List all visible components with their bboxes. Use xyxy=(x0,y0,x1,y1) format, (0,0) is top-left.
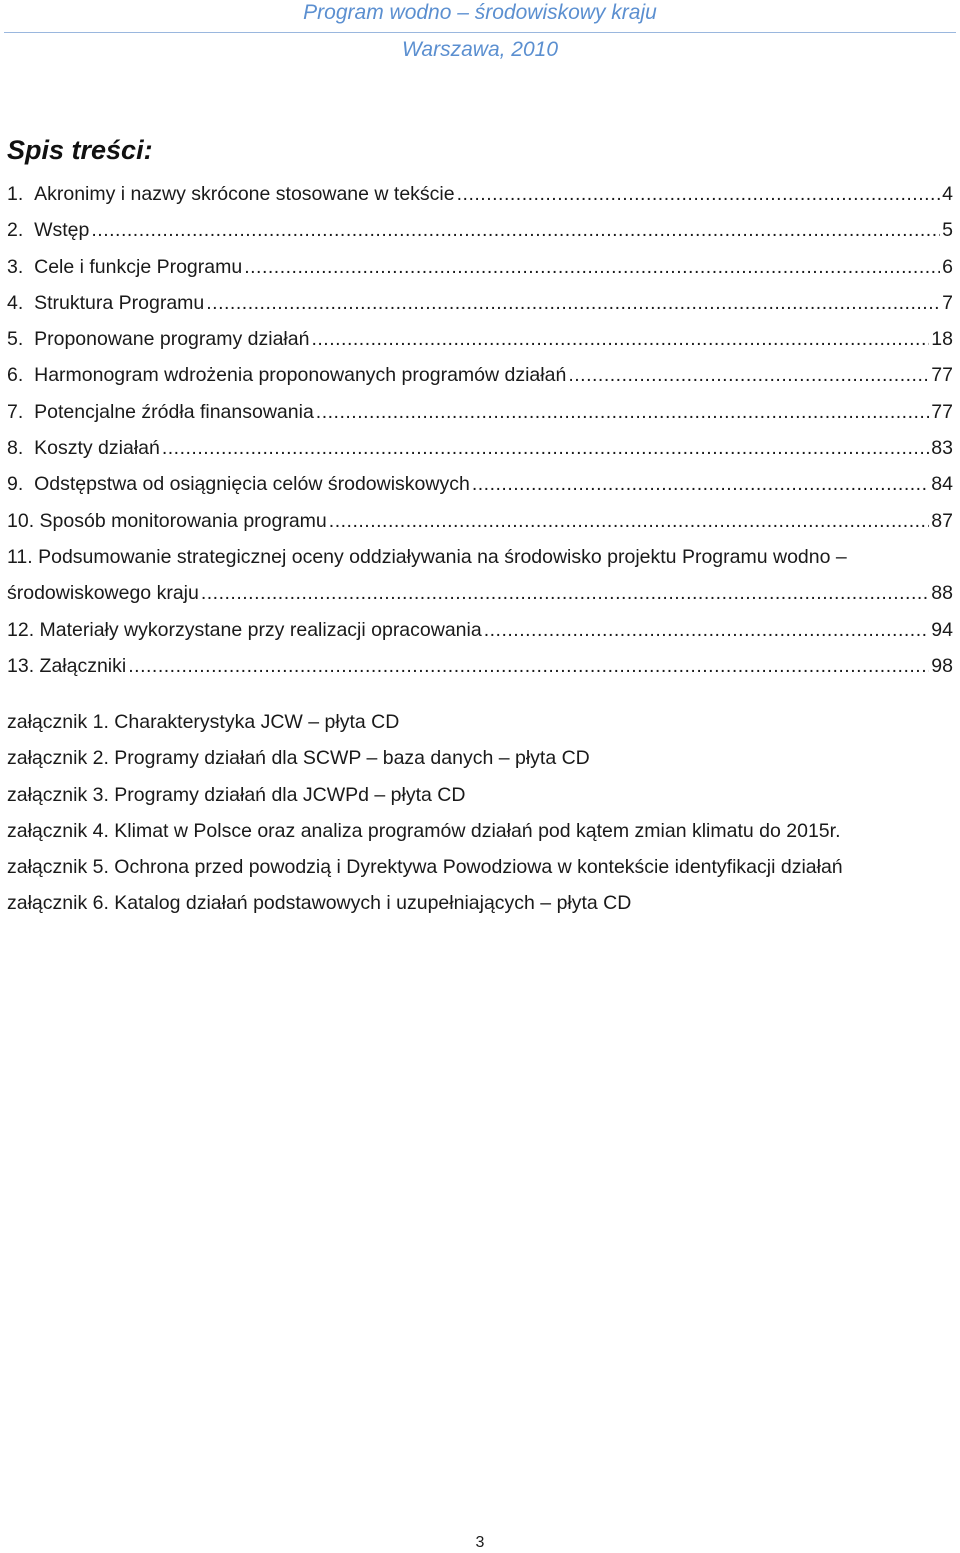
toc-entry-label: 5. Proponowane programy działań xyxy=(7,328,310,351)
toc-leader-dots xyxy=(484,612,930,648)
annex-list xyxy=(7,704,953,922)
toc-leader-dots xyxy=(311,321,929,357)
toc-entry-11[interactable] xyxy=(7,539,953,575)
toc-leader-dots xyxy=(457,176,941,212)
toc-entry-8[interactable] xyxy=(7,430,953,466)
toc-entry-label: 6. Harmonogram wdrożenia proponowanych programów działań xyxy=(7,364,567,387)
header-divider xyxy=(4,32,956,33)
toc-entry-page: 84 xyxy=(931,473,953,496)
toc-leader-dots xyxy=(316,394,930,430)
toc-entry-label: 3. Cele i funkcje Programu xyxy=(7,255,243,278)
toc-entry-10[interactable] xyxy=(7,503,953,539)
toc-entry-page: 87 xyxy=(931,509,953,532)
toc-leader-dots xyxy=(128,648,929,684)
toc-entry-page: 6 xyxy=(942,255,953,278)
toc-leader-dots xyxy=(91,212,940,248)
toc-entry-label: 4. Struktura Programu xyxy=(7,291,205,314)
toc-entry-7[interactable] xyxy=(7,394,953,430)
toc-entry-label: 8. Koszty działań xyxy=(7,437,160,460)
toc-entry-page: 77 xyxy=(931,364,953,387)
annex-item-2: załącznik 2. Programy działań dla SCWP – baza danych – płyta CD xyxy=(7,747,590,770)
toc-leader-dots xyxy=(329,503,930,539)
toc-entry-6[interactable] xyxy=(7,357,953,393)
annex-item-3: załącznik 3. Programy działań dla JCWPd – płyta CD xyxy=(7,783,466,806)
annex-item-6: załącznik 6. Katalog działań podstawowych i uzupełniających – płyta CD xyxy=(7,892,632,915)
table-of-contents xyxy=(7,176,953,684)
toc-entry-2[interactable] xyxy=(7,212,953,248)
toc-entry-page: 88 xyxy=(931,582,953,605)
toc-entry-label: 1. Akronimy i nazwy skrócone stosowane w tekście xyxy=(7,183,455,205)
toc-entry-label: 11. Podsumowanie strategicznej oceny oddziaływania na środowisko projektu Programu wodno – xyxy=(7,545,847,568)
toc-entry-label: 2. Wstęp xyxy=(7,219,90,242)
toc-leader-dots xyxy=(568,357,929,393)
toc-entry-page: 7 xyxy=(942,291,953,314)
page-number: 3 xyxy=(475,1534,485,1551)
annex-item-5: załącznik 5. Ochrona przed powodzią i Dyrektywa Powodziowa w kontekście identyfikacji działań xyxy=(7,856,843,879)
toc-entry-11-continued[interactable] xyxy=(7,575,953,611)
toc-entry-page: 98 xyxy=(931,654,953,677)
toc-entry-label: 10. Sposób monitorowania programu xyxy=(7,509,327,532)
toc-leader-dots xyxy=(244,249,940,285)
toc-entry-label-continued: środowiskowego kraju xyxy=(7,582,199,605)
header-date: Warszawa, 2010 xyxy=(401,38,559,61)
toc-entry-9[interactable] xyxy=(7,466,953,502)
toc-entry-label: 13. Załączniki xyxy=(7,654,127,677)
toc-entry-label: 9. Odstępstwa od osiągnięcia celów środowiskowych xyxy=(7,473,470,496)
toc-entry-5[interactable] xyxy=(7,321,953,357)
toc-entry-page: 5 xyxy=(942,219,953,242)
toc-leader-dots xyxy=(206,285,940,321)
toc-entry-label: 12. Materiały wykorzystane przy realizacji opracowania xyxy=(7,618,482,641)
toc-entry-page: 83 xyxy=(931,437,953,460)
annex-item-4: załącznik 4. Klimat w Polsce oraz analiza programów działań pod kątem zmian klimatu do 2015r. xyxy=(7,819,841,842)
toc-entry-13[interactable] xyxy=(7,648,953,684)
toc-entry-page: 77 xyxy=(931,400,953,423)
toc-entry-page: 4 xyxy=(942,183,953,205)
toc-entry-label: 7. Potencjalne źródła finansowania xyxy=(7,400,314,423)
header-title: Program wodno – środowiskowy kraju xyxy=(303,1,657,24)
toc-entry-page: 18 xyxy=(931,328,953,351)
toc-leader-dots xyxy=(472,466,929,502)
toc-entry-page: 94 xyxy=(931,618,953,641)
toc-leader-dots xyxy=(201,575,929,611)
toc-leader-dots xyxy=(162,430,929,466)
toc-entry-1[interactable] xyxy=(7,176,953,212)
annex-item-1: załącznik 1. Charakterystyka JCW – płyta CD xyxy=(7,711,400,733)
toc-entry-12[interactable] xyxy=(7,612,953,648)
toc-entry-4[interactable] xyxy=(7,285,953,321)
toc-entry-3[interactable] xyxy=(7,249,953,285)
toc-heading: Spis treści: xyxy=(7,135,153,165)
